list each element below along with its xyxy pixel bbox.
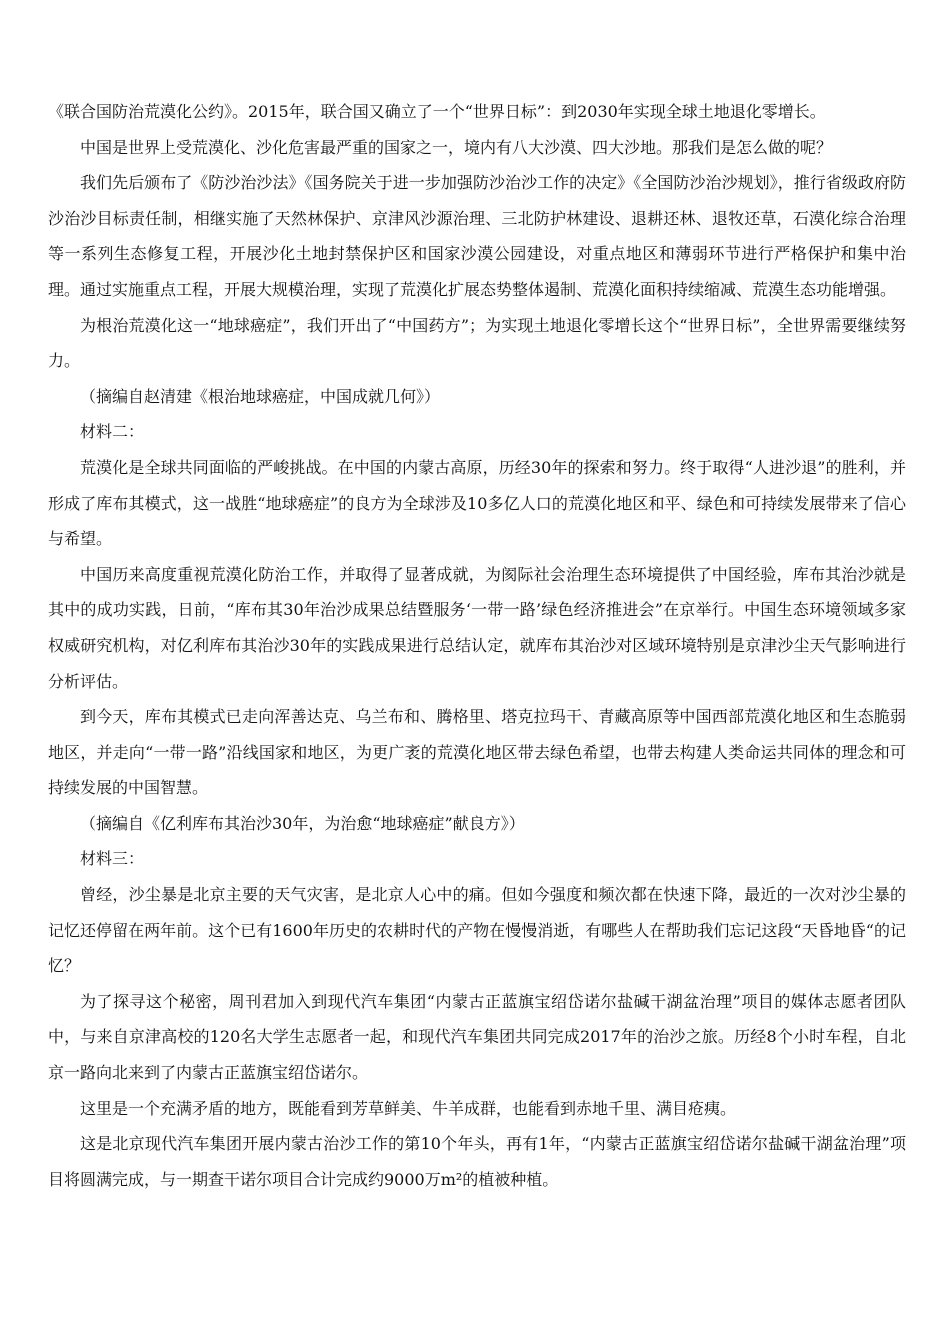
heading-material-two: 材料二： [80, 422, 145, 442]
paragraph-belt-and-road: 到今天，库布其模式已走向浑善达克、乌兰布和、腾格里、塔克拉玛干、青藏高原等中国西部荒漠化地区和生态脆弱地区，并走向“一带一路”沿线国家和地区，为更广袤的荒漠化地区带去绿色希望，也带去构建人类命运共同体的理念和可持续发展的中国智慧。 [48, 707, 906, 798]
paragraph-tenth-year: 这是北京现代汽车集团开展内蒙古治沙工作的第10个年头，再有1年，“内蒙古正蓝旗宝绍岱诺尔盐碱干湖盆治理”项目将圆满完成，与一期查干诺尔项目合计完成约9000万m²的植被种植。 [48, 1134, 906, 1189]
paragraph-sandstorm-memory: 曾经，沙尘暴是北京主要的天气灾害，是北京人心中的痛。但如今强度和频次都在快速下降，最近的一次对沙尘暴的记忆还停留在两年前。这个已有1600年历史的农耕时代的产物在慢慢消逝，有哪些人在帮助我们忘记这段“天昏地昏“的记忆？ [48, 885, 906, 976]
paragraph-convention-intro: 《联合国防治荒漠化公约》。2015年，联合国又确立了一个“世界日标”：到2030年实现全球土地退化零增长。 [48, 102, 826, 121]
heading-material-three: 材料三： [80, 849, 145, 869]
paragraph-kubuqi-model: 荒漠化是全球共同面临的严峻挑战。在中国的内蒙古高原，历经30年的探索和努力。终于取得“人进沙退”的胜利，并形成了库布其模式，这一战胜“地球癌症”的良方为全球涉及10多亿人口的荒漠化地区和平、绿色和可持续发展带来了信心与希望。 [48, 457, 906, 549]
document-page [48, 94, 906, 1197]
paragraph-china-prescription: 为根治荒漠化这一“地球癌症”，我们开出了“中国药方”；为实现土地退化零增长这个“世界日标”，全世界需要继续努力。 [48, 315, 906, 371]
citation-material-two: （摘编自《亿利库布其治沙30年，为治愈“地球癌症”献良方》） [80, 813, 525, 833]
paragraph-contradictions: 这里是一个充满矛盾的地方，既能看到芳草鲜美、牛羊成群，也能看到赤地千里、满目疮痍。 [80, 1098, 737, 1118]
paragraph-volunteer-trip: 为了探寻这个秘密，周刊君加入到现代汽车集团“内蒙古正蓝旗宝绍岱诺尔盐碱干湖盆治理”项目的媒体志愿者团队中，与来自京津高校的120名大学生志愿者一起，和现代汽车集团共同完成2017年的治沙之旅。历经8个小时车程，自北京一路向北来到了内蒙古正蓝旗宝绍岱诺尔。 [48, 991, 906, 1083]
paragraph-policies: 我们先后颁布了《防沙治沙法》《国务院关于进一步加强防沙治沙工作的决定》《全国防沙治沙规划》，推行省级政府防沙治沙目标责任制，相继实施了天然林保护、京津风沙源治理、三北防护林建设、退耕还林、退牧还草，石漠化综合治理等一系列生态修复工程，开展沙化土地封禁保护区和国家沙漠公园建设，对重点地区和薄弱环节进行严格保护和集中治理。通过实施重点工程，开展大规模治理，实现了荒漠化扩展态势整体遏制、荒漠化面积持续缩减、荒漠生态功能增强。 [48, 173, 906, 299]
citation-material-one: （摘编自赵清建《根治地球癌症，中国成就几何》） [80, 386, 441, 406]
paragraph-china-desertification: 中国是世界上受荒漠化、沙化危害最严重的国家之一，境内有八大沙漠、四大沙地。那我们是怎么做的呢？ [80, 137, 833, 157]
paragraph-china-experience: 中国历来高度重视荒漠化防治工作，并取得了显著成就，为阂际社会治理生态环境提供了中国经验，库布其治沙就是其中的成功实践，日前，“库布其30年治沙成果总结暨服务‘一带一路’绿色经济推进会”在京举行。中国生态环境领域多家权威研究机构，对亿利库布其治沙30年的实践成果进行总结认定，就库布其治沙对区域环境特别是京津沙尘天气影响进行分析评估。 [48, 564, 906, 691]
